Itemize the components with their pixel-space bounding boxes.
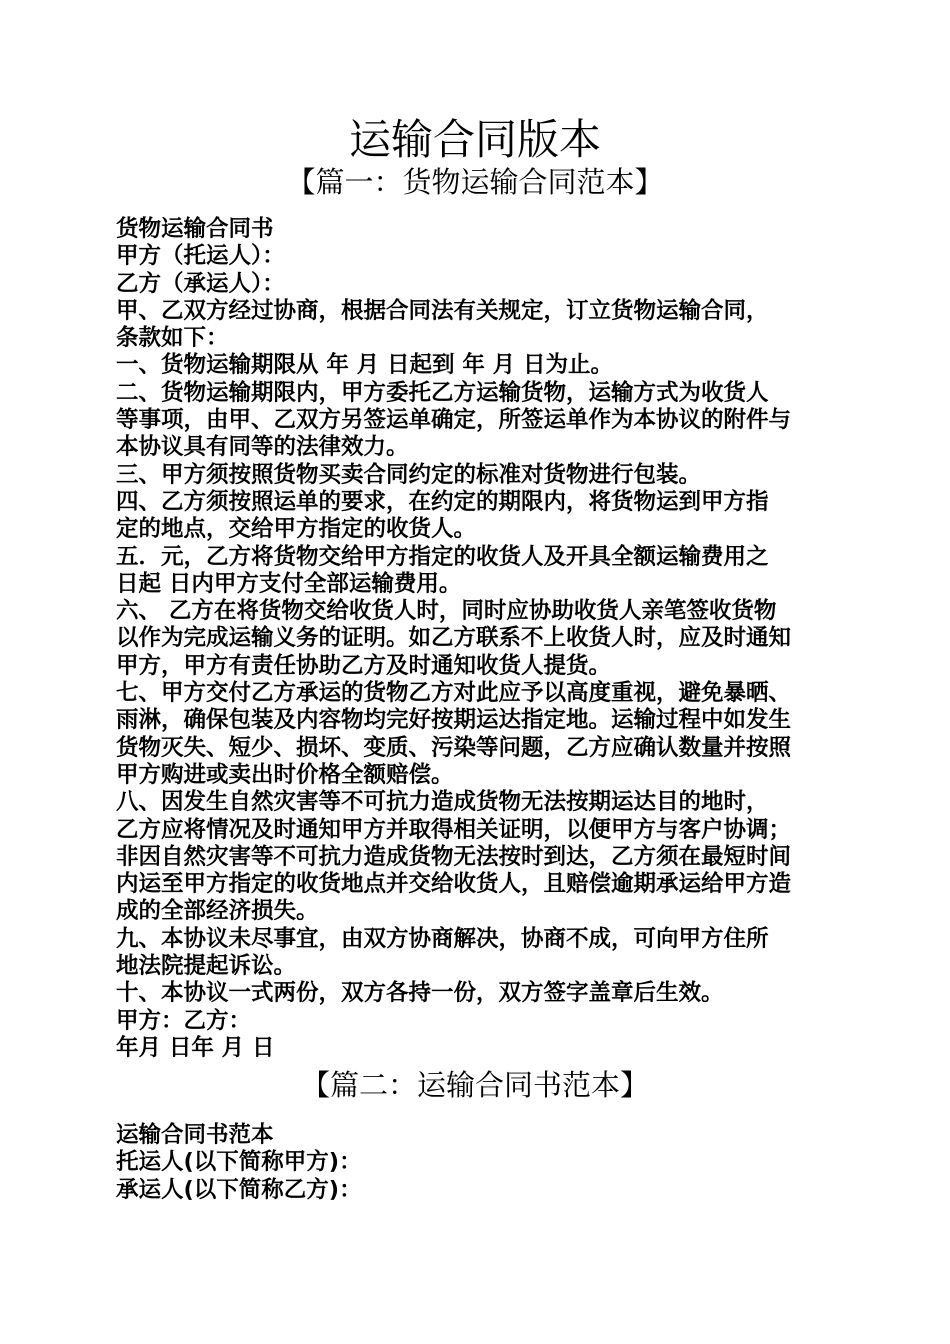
party-a-line: 甲方（托运人）： xyxy=(116,243,285,270)
clause-9-line: 九、本协议未尽事宜，由双方协商解决，协商不成，可向甲方住所 xyxy=(116,925,769,952)
text-line: 以作为完成运输义务的证明。如乙方联系不上收货人时，应及时通知 xyxy=(116,625,792,652)
part1-body xyxy=(116,216,836,1062)
text-line: 乙方应将情况及时通知甲方并取得相关证明，以便甲方与客户协调； xyxy=(116,816,792,843)
clause-3-line: 三、甲方须按照货物买卖合同约定的标准对货物进行包装。 xyxy=(116,461,702,488)
part2-body xyxy=(116,1122,836,1204)
text-line: 地法院提起诉讼。 xyxy=(116,953,297,980)
signature-date-line: 年月 日年 月 日 xyxy=(116,1034,275,1061)
text-line: 条款如下： xyxy=(116,325,229,352)
part1-heading: 【篇一：货物运输合同范本】 xyxy=(286,165,664,199)
clause-7-line: 七、甲方交付乙方承运的货物乙方对此应予以高度重视，避免暴晒、 xyxy=(116,680,792,707)
clause-6-line: 六、 乙方在将货物交给收货人时，同时应协助收货人亲笔签收货物 xyxy=(116,598,777,625)
document-title: 运输合同版本 xyxy=(348,115,601,164)
text-line: 甲方，甲方有责任协助乙方及时通知收货人提货。 xyxy=(116,652,612,679)
clause-5-line: 五．元，乙方将货物交给甲方指定的收货人及开具全额运输费用之 xyxy=(116,543,769,570)
part2-title-line: 运输合同书范本 xyxy=(116,1122,274,1148)
text-line: 内运至甲方指定的收货地点并交给收货人，且赔偿逾期承运给甲方造 xyxy=(116,871,792,898)
text-line: 等事项，由甲、乙双方另签运单确定，所签运单作为本协议的附件与 xyxy=(116,407,792,434)
shipper-line: 托运人(以下简称甲方)： xyxy=(116,1149,362,1176)
part2-heading: 【篇二：运输合同书范本】 xyxy=(300,1068,649,1102)
text-line: 非因自然灾害等不可抗力造成货物无法按时到达，乙方须在最短时间 xyxy=(116,843,792,870)
clause-2-line: 二、货物运输期限内，甲方委托乙方运输货物，运输方式为收货人 xyxy=(116,379,769,406)
text-line: 甲、乙双方经过协商，根据合同法有关规定，订立货物运输合同， xyxy=(116,297,769,324)
carrier-line: 承运人(以下简称乙方)： xyxy=(116,1176,362,1203)
clause-4-line: 四、乙方须按照运单的要求，在约定的期限内，将货物运到甲方指 xyxy=(116,488,769,515)
contract-title-line: 货物运输合同书 xyxy=(116,216,274,242)
clause-1-line: 一、货物运输期限从 年 月 日起到 年 月 日为止。 xyxy=(116,352,614,379)
clause-10-line: 十、本协议一式两份，双方各持一份，双方签字盖章后生效。 xyxy=(116,980,724,1007)
text-line: 甲方购进或卖出时价格全额赔偿。 xyxy=(116,761,454,788)
text-line: 本协议具有同等的法律效力。 xyxy=(116,434,409,461)
text-line: 雨淋，确保包装及内容物均完好按期运达指定地。运输过程中如发生 xyxy=(116,707,792,734)
text-line: 定的地点，交给甲方指定的收货人。 xyxy=(116,516,477,543)
text-line: 成的全部经济损失。 xyxy=(116,898,319,925)
text-line: 日起 日内甲方支付全部运输费用。 xyxy=(116,570,462,597)
signature-parties-line: 甲方：乙方： xyxy=(116,1007,252,1034)
text-line: 货物灭失、短少、损坏、变质、污染等问题，乙方应确认数量并按照 xyxy=(116,734,792,761)
clause-8-line: 八、因发生自然灾害等不可抗力造成货物无法按期运达目的地时， xyxy=(116,789,769,816)
party-b-line: 乙方（承运人）： xyxy=(116,270,285,297)
